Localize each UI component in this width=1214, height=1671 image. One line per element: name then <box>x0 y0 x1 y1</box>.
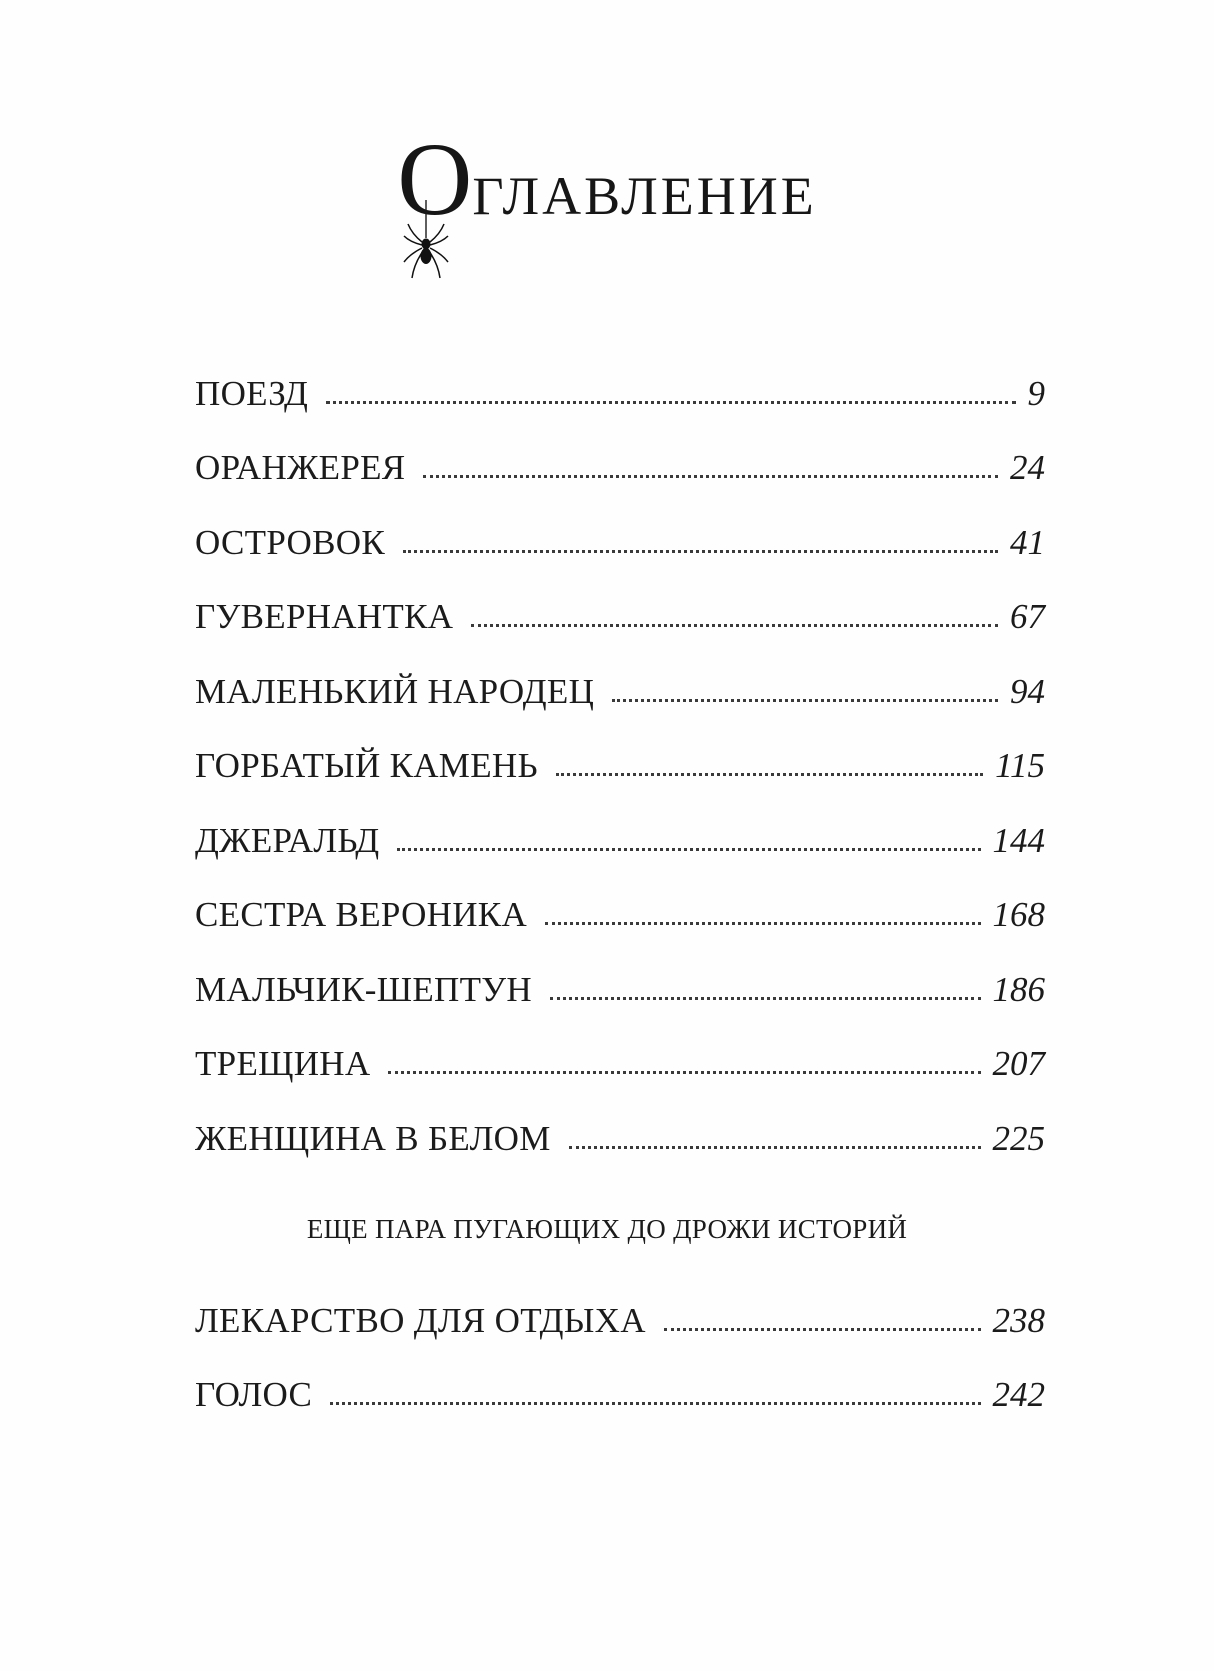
dot-leader <box>569 1146 981 1149</box>
toc-entry-title: ЖЕНЩИНА В БЕЛОМ <box>195 1119 551 1158</box>
dot-leader <box>471 624 998 627</box>
toc-entry-title: ОРАНЖЕРЕЯ <box>195 448 406 487</box>
toc-entry <box>195 372 1045 416</box>
dot-leader <box>330 1402 980 1405</box>
toc-entry-page: 186 <box>992 970 1045 1009</box>
page-title-rest: ГЛАВЛЕНИЕ <box>472 166 817 226</box>
toc-entry-page: 242 <box>992 1375 1045 1414</box>
toc-entry-title: ДЖЕРАЛЬД <box>195 821 380 860</box>
section-heading: ЕЩЕ ПАРА ПУГАЮЩИХ ДО ДРОЖИ ИСТОРИЙ <box>306 1214 908 1244</box>
toc-entry-page: 9 <box>1027 374 1045 413</box>
toc-entry <box>195 595 1045 639</box>
dot-leader <box>397 848 980 851</box>
toc-entry-title: ГОЛОС <box>195 1375 313 1414</box>
toc-entry-title: ЛЕКАРСТВО ДЛЯ ОТДЫХА <box>195 1301 646 1340</box>
dot-leader <box>545 922 980 925</box>
toc-entry-title: ГУВЕРНАНТКА <box>195 597 454 636</box>
toc-entry <box>195 1299 1045 1343</box>
toc-entry-title: ГОРБАТЫЙ КАМЕНЬ <box>195 746 538 785</box>
toc-entry-page: 168 <box>992 895 1045 934</box>
toc-entry-page: 115 <box>995 746 1045 785</box>
dot-leader <box>612 699 998 702</box>
toc-entry <box>195 1117 1045 1161</box>
toc-entry <box>195 744 1045 788</box>
dot-leader <box>664 1328 981 1331</box>
dot-leader <box>326 401 1015 404</box>
dot-leader <box>556 773 983 776</box>
toc-entry <box>195 670 1045 714</box>
toc-entry <box>195 968 1045 1012</box>
toc-entry-title: ТРЕЩИНА <box>195 1044 371 1083</box>
toc-entry-page: 225 <box>992 1119 1045 1158</box>
toc-entry-page: 94 <box>1010 672 1045 711</box>
toc-entry <box>195 1042 1045 1086</box>
toc-entry-page: 207 <box>992 1044 1045 1083</box>
page-title <box>0 122 1214 237</box>
page-title-initial: О <box>397 122 473 237</box>
toc-entry-title: СЕСТРА ВЕРОНИКА <box>195 895 528 934</box>
toc-entry-page: 41 <box>1010 523 1045 562</box>
spider-icon <box>398 200 454 288</box>
dot-leader <box>550 997 981 1000</box>
toc-entry <box>195 1373 1045 1417</box>
dot-leader <box>388 1071 980 1074</box>
dot-leader <box>423 475 998 478</box>
toc-entry-title: МАЛЕНЬКИЙ НАРОДЕЦ <box>195 672 595 711</box>
dot-leader <box>403 550 998 553</box>
toc-entry-title: ОСТРОВОК <box>195 523 385 562</box>
toc-entry-title: ПОЕЗД <box>195 374 309 413</box>
toc-entry-title: МАЛЬЧИК-ШЕПТУН <box>195 970 532 1009</box>
toc-entry-page: 144 <box>992 821 1045 860</box>
toc-entry-page: 238 <box>992 1301 1045 1340</box>
toc-entry-page: 67 <box>1010 597 1045 636</box>
toc-entry-page: 24 <box>1010 448 1045 487</box>
toc-entry <box>195 893 1045 937</box>
toc-entry <box>195 446 1045 490</box>
toc-entry <box>195 819 1045 863</box>
toc-entry <box>195 521 1045 565</box>
